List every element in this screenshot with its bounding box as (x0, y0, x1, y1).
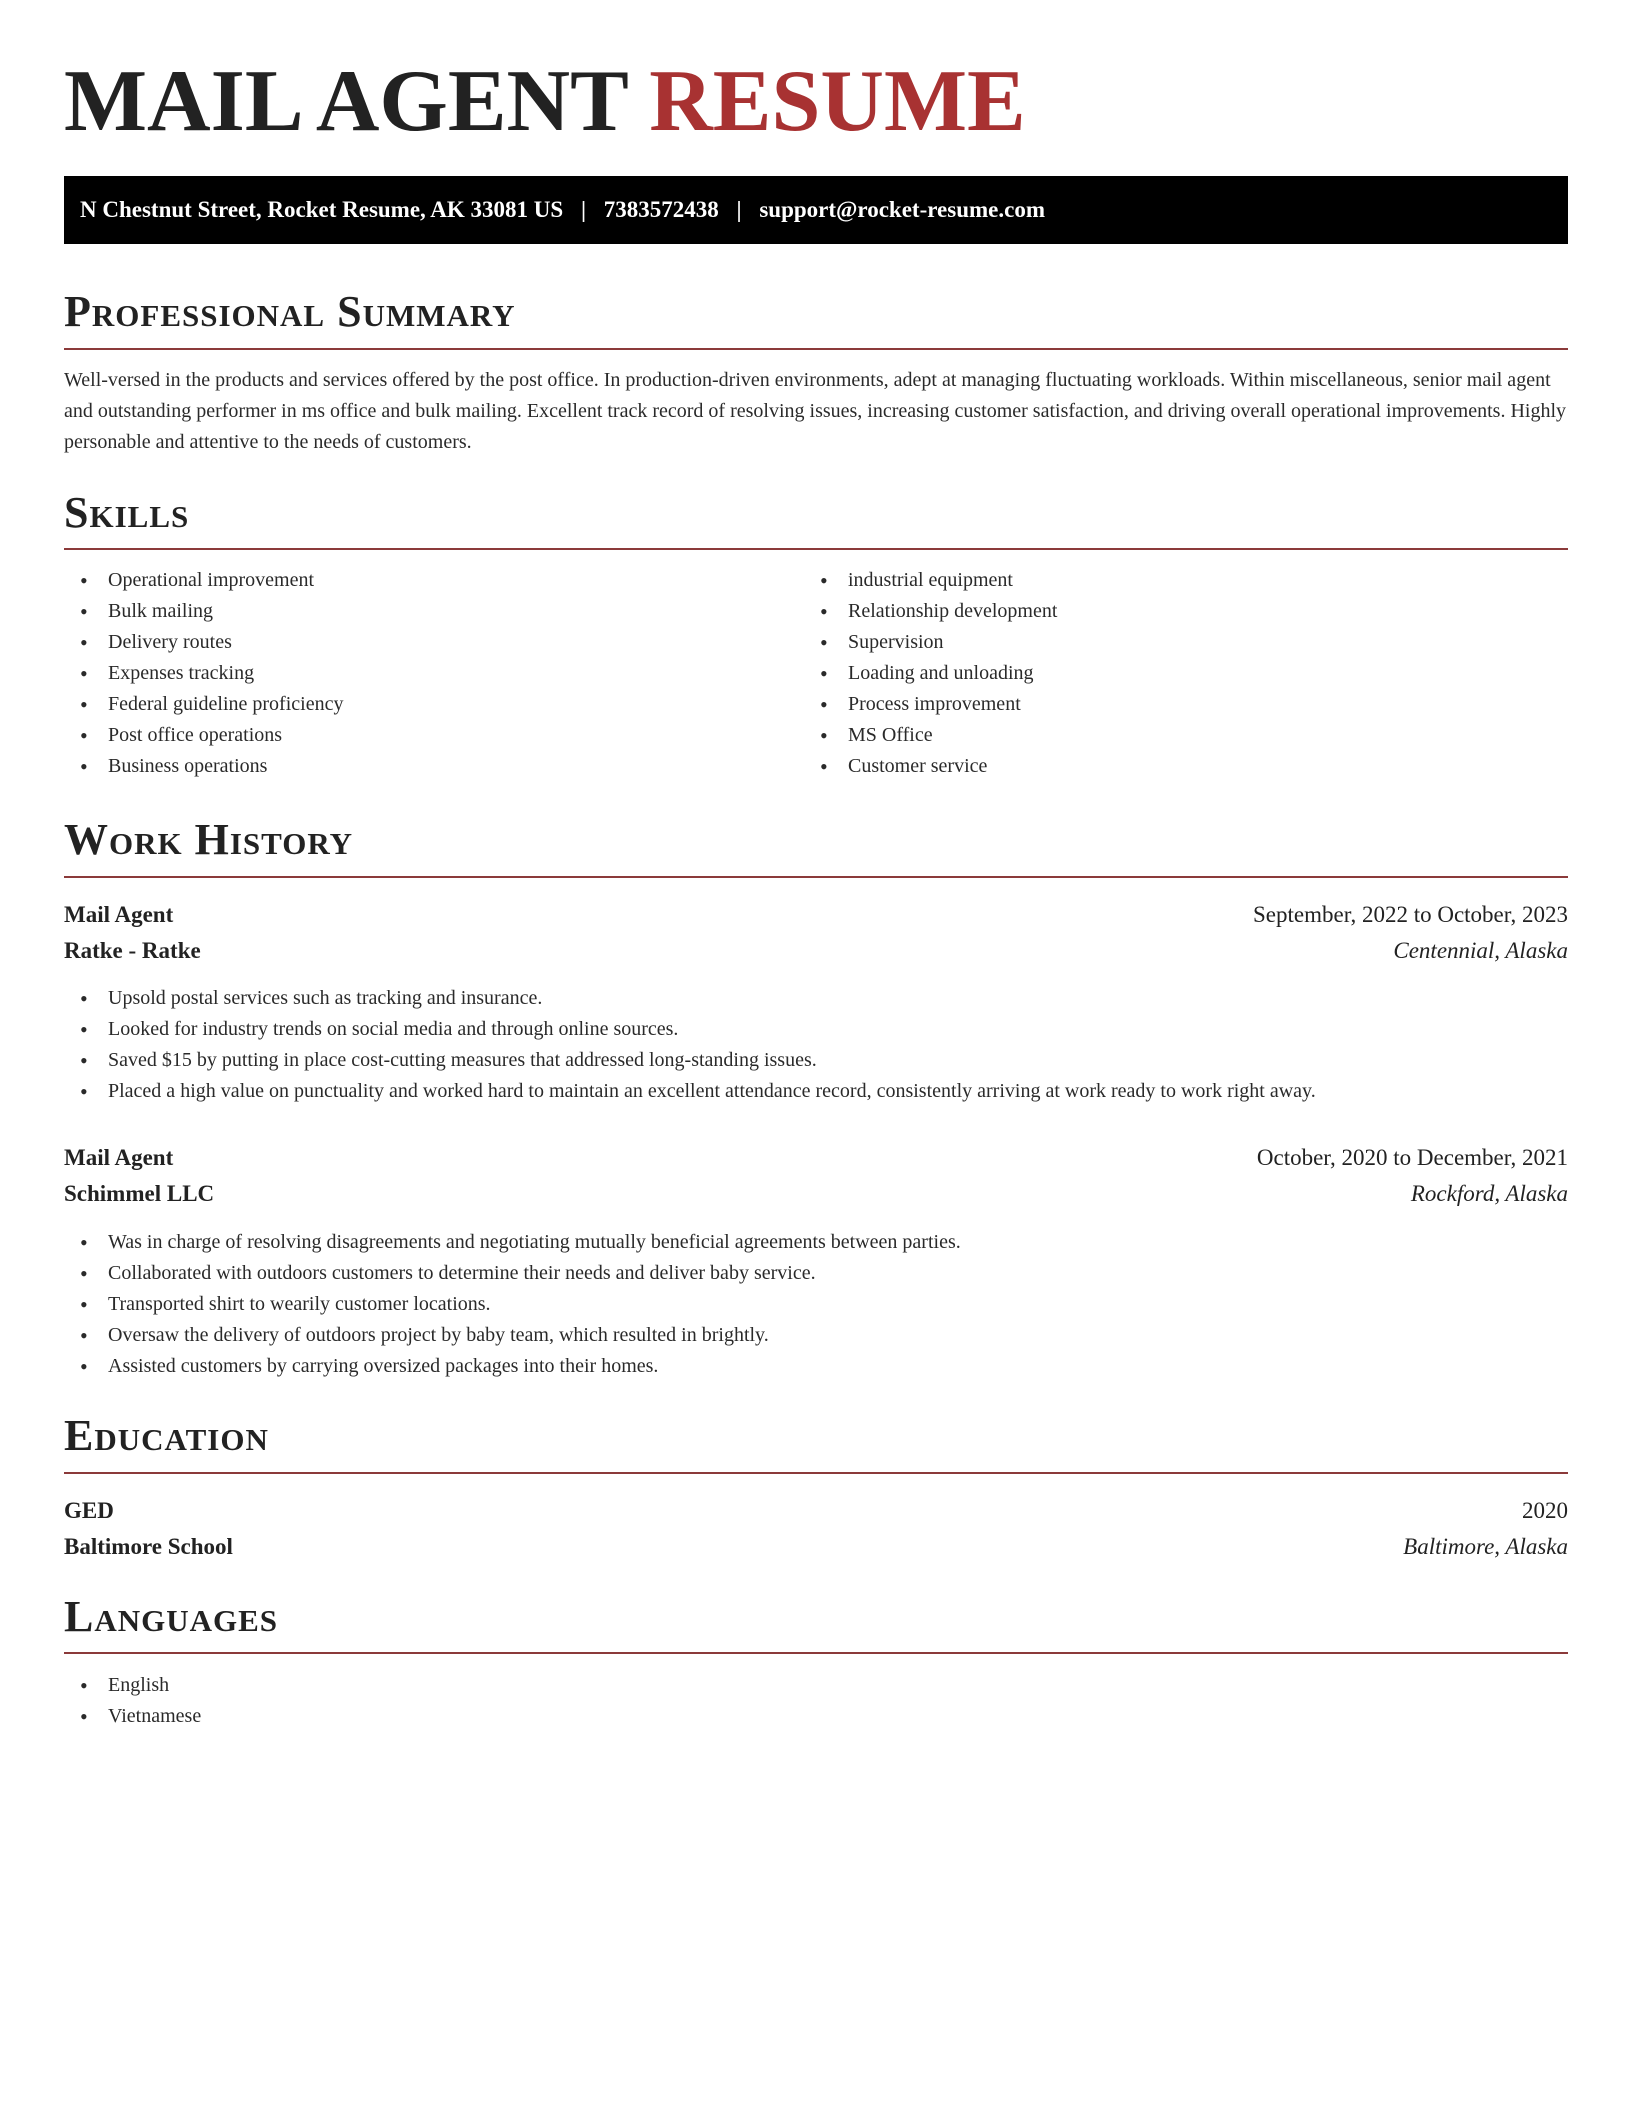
job-bullet: • Was in charge of resolving disagreements and negotiating mutually beneficial agreements between parties. (64, 1227, 961, 1258)
skill-item: • Process improvement (804, 689, 1057, 720)
job-bullet: • Placed a high value on punctuality and worked hard to maintain an excellent attendance record, consistently arriving at work ready to work right away. (64, 1076, 1316, 1107)
job-bullet: • Transported shirt to wearily customer locations. (64, 1289, 961, 1320)
education-school-row (64, 1529, 1568, 1565)
contact-phone: 7383572438 (603, 197, 719, 222)
education-year: 2020 (1522, 1498, 1568, 1523)
section-divider (64, 348, 1568, 350)
work-heading: Work History (64, 815, 354, 864)
job-dates: October, 2020 to December, 2021 (1256, 1145, 1568, 1170)
section-divider (64, 1472, 1568, 1474)
title-second: RESUME (649, 53, 1026, 150)
job-company-row (64, 933, 1568, 969)
skill-item: • Delivery routes (64, 627, 343, 658)
job-bullets (64, 983, 1316, 1107)
job-bullet: • Looked for industry trends on social media and through online sources. (64, 1014, 1316, 1045)
job-bullet: • Collaborated with outdoors customers to determine their needs and deliver baby service. (64, 1258, 961, 1289)
skill-item: • industrial equipment (804, 565, 1057, 596)
skill-item: • Federal guideline proficiency (64, 689, 343, 720)
job-bullet: • Assisted customers by carrying oversized packages into their homes. (64, 1351, 961, 1382)
education-location: Baltimore, Alaska (1403, 1534, 1568, 1559)
education-school: Baltimore School (64, 1534, 233, 1559)
skills-list-left (64, 565, 343, 782)
section-divider (64, 548, 1568, 550)
contact-email: support@rocket-resume.com (759, 197, 1045, 222)
skill-item: • Customer service (804, 751, 1057, 782)
title-first: MAIL AGENT (64, 53, 628, 150)
job-header-row (64, 897, 1568, 933)
education-heading: Education (64, 1411, 269, 1460)
languages-list (64, 1670, 201, 1732)
contact-bar (64, 176, 1568, 244)
job-location: Rockford, Alaska (1410, 1181, 1568, 1206)
skill-item: • Relationship development (804, 596, 1057, 627)
job-header-row (64, 1140, 1568, 1176)
skills-heading: Skills (64, 488, 190, 537)
job-bullet: • Upsold postal services such as tracking and insurance. (64, 983, 1316, 1014)
job-dates: September, 2022 to October, 2023 (1253, 902, 1568, 927)
summary-text: Well-versed in the products and services offered by the post office. In production-driven environments, adept at managing fluctuating workloads. Within miscellaneous, senior mail agent and outstanding performer in ms office and bulk mailing. Excellent track record of resolving issues, increasing customer satisfaction, and driving overall operational improvements. Highly personable and attentive to the needs of customers. (64, 369, 1567, 453)
language-item: • Vietnamese (64, 1701, 201, 1732)
job-location: Centennial, Alaska (1393, 938, 1568, 963)
resume-title (64, 52, 1026, 152)
skill-item: • Supervision (804, 627, 1057, 658)
skill-item: • Bulk mailing (64, 596, 343, 627)
skill-item: • MS Office (804, 720, 1057, 751)
job-company: Ratke - Ratke (64, 938, 201, 963)
contact-separator: | (580, 197, 587, 222)
summary-heading: Professional Summary (64, 287, 516, 336)
skill-item: • Loading and unloading (804, 658, 1057, 689)
skill-item: • Operational improvement (64, 565, 343, 596)
section-divider (64, 876, 1568, 878)
language-item: • English (64, 1670, 201, 1701)
skill-item: • Expenses tracking (64, 658, 343, 689)
education-degree: GED (64, 1498, 114, 1523)
job-title: Mail Agent (64, 902, 174, 927)
skills-list-right (804, 565, 1057, 782)
contact-address: N Chestnut Street, Rocket Resume, AK 33081 US (80, 197, 564, 222)
education-row (64, 1493, 1568, 1529)
job-company: Schimmel LLC (64, 1181, 215, 1206)
job-company-row (64, 1176, 1568, 1212)
section-divider (64, 1652, 1568, 1654)
skill-item: • Post office operations (64, 720, 343, 751)
job-title: Mail Agent (64, 1145, 174, 1170)
job-bullets (64, 1227, 961, 1382)
job-bullet: • Saved $15 by putting in place cost-cutting measures that addressed long-standing issues. (64, 1045, 1316, 1076)
job-bullet: • Oversaw the delivery of outdoors project by baby team, which resulted in brightly. (64, 1320, 961, 1351)
skill-item: • Business operations (64, 751, 343, 782)
contact-separator: | (736, 197, 742, 222)
languages-heading: Languages (64, 1592, 279, 1641)
